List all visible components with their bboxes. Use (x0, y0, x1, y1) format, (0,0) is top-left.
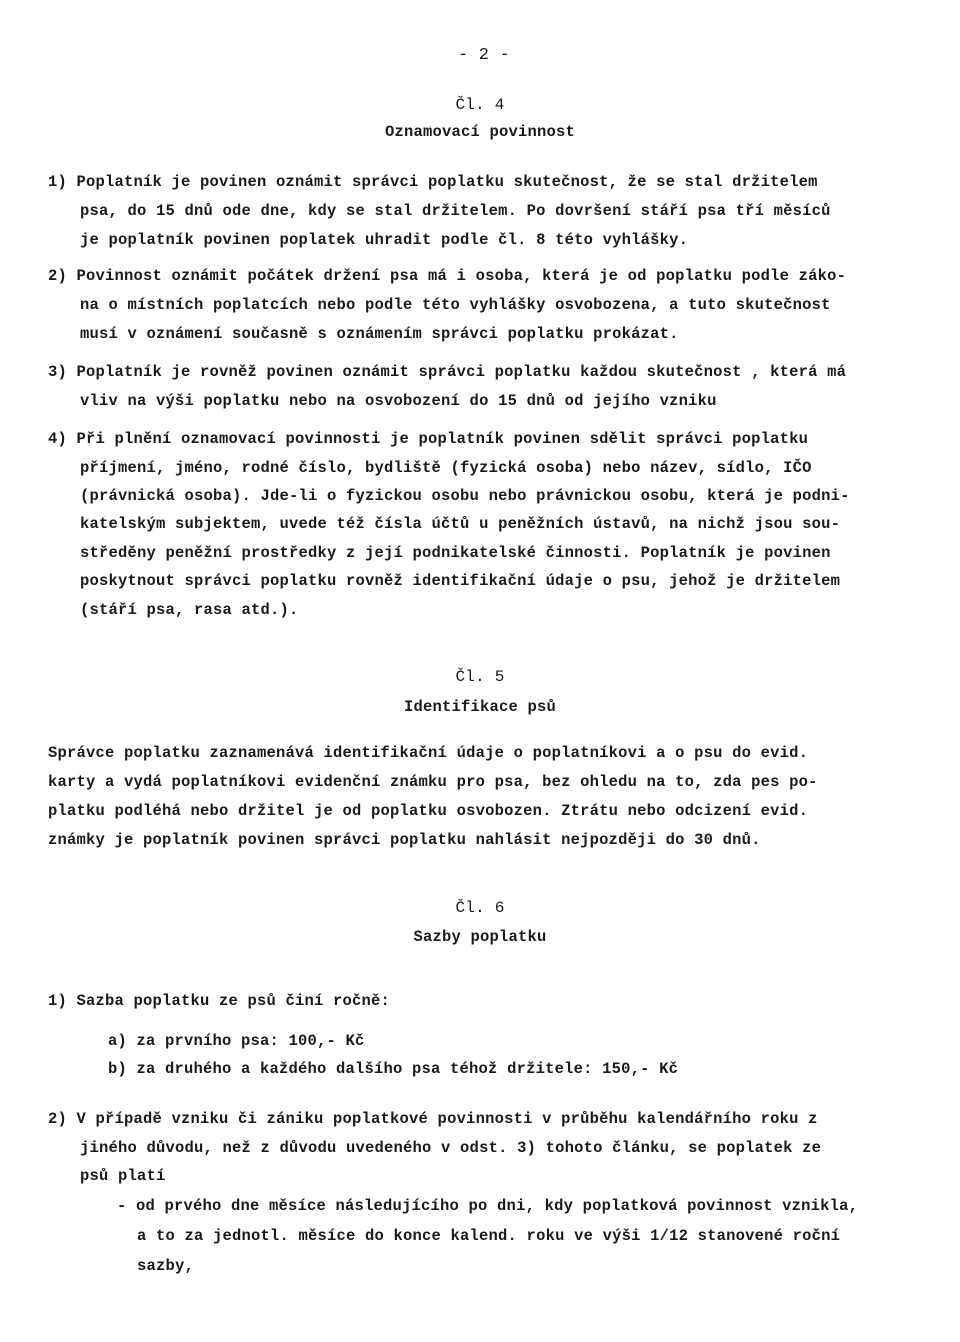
art4-line-8: vliv na výši poplatku nebo na osvobození do 15 dnů od jejího vzniku (80, 392, 717, 410)
art4-line-7: 3) Poplatník je rovněž povinen oznámit správci poplatku každou skutečnost , která má (48, 363, 847, 381)
art4-line-6: musí v oznámení současně s oznámením správci poplatku prokázat. (80, 325, 679, 343)
art6-line-3: b) za druhého a každého dalšího psa téhož držitele: 150,- Kč (108, 1060, 679, 1078)
art4-line-15: (stáří psa, rasa atd.). (80, 601, 299, 619)
art4-title: Oznamovací povinnost (384, 123, 576, 141)
art4-heading: Čl. 4 (455, 96, 505, 114)
page-number: - 2 - (458, 46, 511, 65)
art5-title: Identifikace psů (403, 698, 557, 716)
art4-line-1: 1) Poplatník je povinen oznámit správci poplatku skutečnost, že se stal držitelem (48, 173, 818, 191)
art6-line-8: a to za jednotl. měsíce do konce kalend. roku ve výši 1/12 stanovené roční (137, 1227, 841, 1245)
art4-line-4: 2) Povinnost oznámit počátek držení psa má i osoba, která je od poplatku podle záko- (48, 267, 847, 285)
art6-line-5: jiného důvodu, než z důvodu uvedeného v odst. 3) tohoto článku, se poplatek ze (80, 1139, 822, 1157)
art6-line-9: sazby, (137, 1257, 195, 1275)
art5-line-1: Správce poplatku zaznamenává identifikační údaje o poplatníkovi a o psu do evid. (48, 744, 809, 762)
art4-line-12: katelským subjektem, uvede též čísla účtů u peněžních ústavů, na nichž jsou sou- (80, 515, 841, 533)
art4-line-5: na o místních poplatcích nebo podle této vyhlášky osvobozena, a tuto skutečnost (80, 296, 831, 314)
art6-line-1: 1) Sazba poplatku ze psů činí ročně: (48, 992, 391, 1010)
art5-line-4: známky je poplatník povinen správci poplatku nahlásit nejpozději do 30 dnů. (48, 831, 761, 849)
art6-heading: Čl. 6 (455, 899, 505, 917)
art5-line-3: platku podléhá nebo držitel je od poplatku osvobozen. Ztrátu nebo odcizení evid. (48, 802, 809, 820)
art4-line-13: středěny peněžní prostředky z její podnikatelské činnosti. Poplatník je povinen (80, 544, 831, 562)
art4-line-3: je poplatník povinen poplatek uhradit podle čl. 8 této vyhlášky. (80, 231, 689, 249)
art4-line-2: psa, do 15 dnů ode dne, kdy se stal držitelem. Po dovršení stáří psa tří měsíců (80, 202, 831, 220)
art4-line-9: 4) Při plnění oznamovací povinnosti je poplatník povinen sdělit správci poplatku (48, 430, 809, 448)
art4-line-10: příjmení, jméno, rodné číslo, bydliště (fyzická osoba) nebo název, sídlo, IČO (80, 459, 812, 477)
art6-title: Sazby poplatku (413, 928, 547, 946)
art4-line-11: (právnická osoba). Jde-li o fyzickou osobu nebo právnickou osobu, která je podni- (80, 487, 850, 505)
art5-heading: Čl. 5 (455, 668, 505, 686)
art6-line-2: a) za prvního psa: 100,- Kč (108, 1032, 365, 1050)
art4-line-14: poskytnout správci poplatku rovněž identifikační údaje o psu, jehož je držitelem (80, 572, 841, 590)
art6-line-4: 2) V případě vzniku či zániku poplatkové povinnosti v průběhu kalendářního roku z (48, 1110, 818, 1128)
art6-line-7: - od prvého dne měsíce následujícího po dni, kdy poplatková povinnost vznikla, (117, 1197, 859, 1215)
art5-line-2: karty a vydá poplatníkovi evidenční známku pro psa, bez ohledu na to, zda pes po- (48, 773, 818, 791)
art6-line-6: psů platí (80, 1167, 166, 1185)
